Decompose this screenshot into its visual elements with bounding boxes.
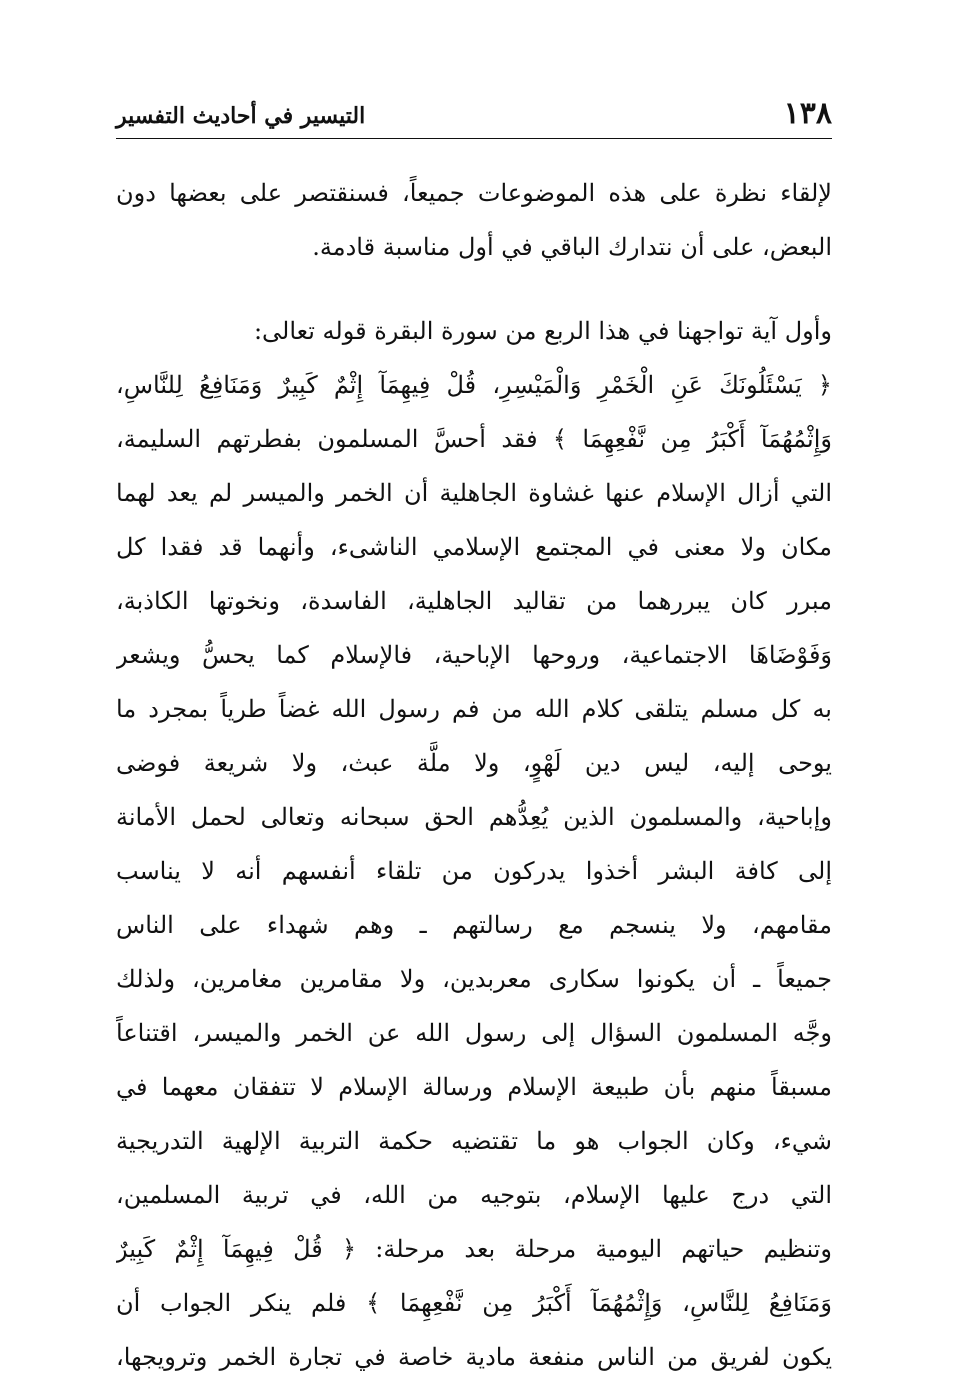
text-line: إلى كافة البشر أخذوا يدركون من تلقاء أنفسهم أنه لا يناسب	[116, 857, 832, 885]
paragraph	[116, 304, 832, 1384]
quran-verse-line: وَإِثْمُهُمَآ أَكْبَرُ مِن نَّفْعِهِمَا ﴾ فقد أحسَّ المسلمون بفطرتهم السليمة،	[116, 425, 832, 453]
quran-verse-line: ﴿ يَسْئَلُونَكَ عَنِ الْخَمْرِ وَالْمَيْسِرِ، قُلْ فِيهِمَآ إِثْمٌ كَبِيرٌ وَمَنَافِعُ لِلنَّاسِ،	[116, 371, 832, 399]
text-line: وإباحية، والمسلمون الذين يُعِدُّهم الحق سبحانه وتعالى لحمل الأمانة	[116, 803, 832, 831]
running-title: التيسير في أحاديث التفسير	[116, 103, 366, 129]
page-header	[116, 96, 832, 136]
text-line: التي درج عليها الإسلام، بتوجيه من الله، في تربية المسلمين،	[116, 1181, 832, 1209]
text-line: يكون لفريق من الناس منفعة مادية خاصة في تجارة الخمر وترويجها،	[116, 1343, 832, 1371]
text-line: مقامهم، ولا ينسجم مع رسالتهم ـ وهم شهداء على الناس	[116, 911, 832, 939]
text-line: البعض، على أن نتدارك الباقي في أول مناسبة قادمة.	[312, 233, 832, 261]
paragraph	[116, 166, 832, 274]
text-line: وأول آية تواجهنا في هذا الربع من سورة البقرة قوله تعالى:	[253, 317, 832, 345]
text-line: جميعاً ـ أن يكونوا سكارى معربدين، ولا مقامرين مغامرين، ولذلك	[116, 965, 832, 993]
text-line: به كل مسلم يتلقى كلام الله من فم رسول الله غضاً طرياً بمجرد ما	[116, 695, 832, 723]
text-line: شيء، وكان الجواب هو ما تقتضيه حكمة التربية الإلهية التدريجية	[116, 1127, 832, 1155]
text-line: وجَّه المسلمون السؤال إلى رسول الله عن الخمر والميسر، اقتناعاً	[116, 1019, 832, 1047]
quran-verse-line: وَمَنَافِعُ لِلنَّاسِ، وَإِثْمُهُمَآ أَكْبَرُ مِن نَّفْعِهِمَا ﴾ فلم ينكر الجواب أن	[116, 1289, 832, 1317]
quran-verse-line: وتنظيم حياتهم اليومية مرحلة بعد مرحلة: ﴿ قُلْ فِيهِمَآ إِثْمٌ كَبِيرٌ	[116, 1235, 832, 1263]
text-line: مكان ولا معنى في المجتمع الإسلامي الناشىء، وأنهما قد فقدا كل	[116, 533, 832, 561]
page-number: ١٣٨	[783, 96, 832, 131]
text-line: وَفَوْضَاهَا الاجتماعية، وروحها الإباحية، فالإسلام كما يحسُّ ويشعر	[116, 641, 832, 669]
text-line: مسبقاً منهم بأن طبيعة الإسلام ورسالة الإسلام لا تتفقان معهما في	[116, 1073, 832, 1101]
text-line: لإلقاء نظرة على هذه الموضوعات جميعاً، فسنقتصر على بعضها دون	[116, 179, 832, 207]
text-line: يوحى إليه، ليس دين لَهْوٍ، ولا ملَّة عبث، ولا شريعة فوضى	[116, 749, 832, 777]
header-divider	[116, 138, 832, 139]
text-line: التي أزال الإسلام عنها غشاوة الجاهلية أن الخمر والميسر لم يعد لهما	[116, 479, 832, 507]
text-line: مبرر كان يبررهما من تقاليد الجاهلية، الفاسدة، ونخوتها الكاذبة،	[116, 587, 832, 615]
